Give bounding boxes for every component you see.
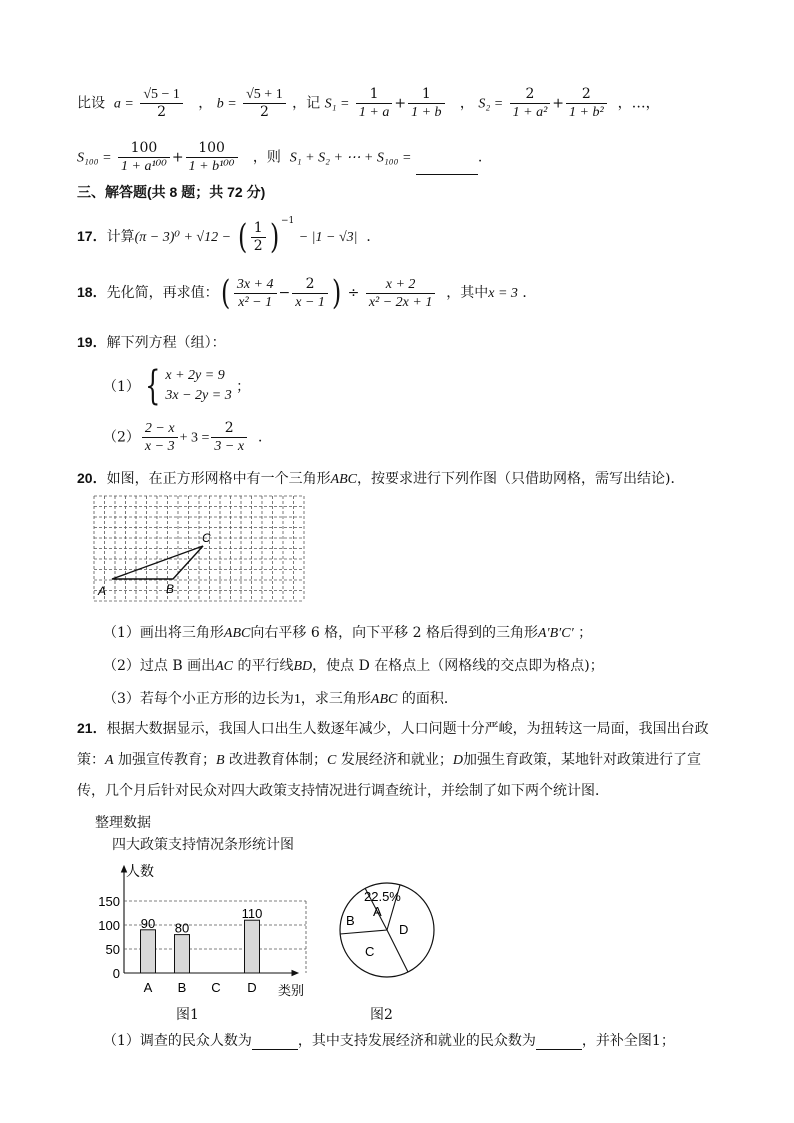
- q19-p1-label: （1）: [103, 379, 140, 395]
- bar-chart-title: 四大政策支持情况条形统计图: [112, 837, 294, 853]
- s100-term2: $\frac{100}{\text{1 + b¹⁰⁰}}$: [186, 140, 238, 175]
- pie-label-a: A: [373, 904, 382, 919]
- label-c: C: [202, 531, 211, 545]
- s2-term2: $\frac{2}{\text{1 + b²}}$: [566, 86, 607, 121]
- q16-then: ，则: [252, 149, 281, 166]
- q19-plus3: + 3 =: [179, 430, 210, 446]
- q16-prefix: 比设: [77, 95, 105, 112]
- y-tick-label: 0: [112, 966, 120, 981]
- organize-data-label: 整理数据: [95, 815, 151, 831]
- q18: 18．先化简，再求值：( $\frac{3x + 4}{\text{x² − 1}}$ − $\frac{2}{x - 1}$ ) ÷ $\frac{x + 2}{\text{x² − 2x + 1}}$ ，其中x = 3 ．: [77, 273, 537, 313]
- b-def: b =: [216, 96, 237, 112]
- q18-frac1: $\frac{3x + 4}{\text{x² − 1}}$: [234, 276, 277, 311]
- q19-text: 解下列方程（组）：: [106, 335, 226, 351]
- pie-label-c: C: [365, 944, 375, 959]
- bar-B: [175, 935, 190, 973]
- q19-frac2: $\frac{2}{3 - x}$: [211, 420, 247, 455]
- a-def: a =: [113, 96, 134, 112]
- section3-title: 三、解答题(共 8 题；共 72 分): [77, 184, 266, 200]
- q17-text: 计算: [106, 229, 135, 245]
- q20-text: 20．如图，在正方形网格中有一个三角形ABC，按要求进行下列作图（只借助网格，需写出结论)．: [77, 470, 685, 487]
- data-label-B: 80: [174, 920, 190, 936]
- q19-frac1: $\frac{2 - x}{x - 3}$: [142, 420, 178, 455]
- q17: 17．计算(π − 3)⁰ + √12 − ( $\frac{1}{2}$ ) $^{-1}$ − |1 − √3| ．: [77, 216, 381, 257]
- q18-text: 先化简，再求值：: [106, 285, 219, 301]
- q20-sub3: （3）若每个小正方形的边长为1，求三角形ABC 的面积．: [103, 691, 458, 707]
- q18-end: ．: [522, 285, 537, 301]
- q17-expr2: − |1 − √3|: [298, 230, 358, 245]
- bar-chart: [86, 852, 316, 1000]
- equation-system: x + 2y = 9 3x − 2y = 3: [165, 368, 232, 403]
- q19-p2-end: ．: [257, 429, 272, 446]
- x-axis-label: 类别: [278, 983, 305, 998]
- q19-heading: [77, 332, 226, 352]
- answer-blank-c[interactable]: [536, 1035, 582, 1050]
- s100-def: S₁₀₀ =: [77, 150, 112, 166]
- data-label-A: 90: [140, 915, 156, 931]
- q17-number: 17．: [77, 228, 107, 244]
- label-a: A: [98, 584, 107, 598]
- q16-end: .: [477, 149, 483, 166]
- q21-number: 21．: [77, 720, 107, 736]
- pie-slice-border: [340, 930, 387, 934]
- q17-exponent: −1: [280, 216, 295, 226]
- q18-number: 18．: [77, 284, 107, 300]
- bar-A: [141, 930, 156, 973]
- pie-label-d: D: [399, 922, 409, 937]
- q19-p1-end: ；: [236, 379, 251, 395]
- q19-number: 19．: [77, 334, 107, 350]
- grid-figure: [92, 494, 308, 604]
- answer-blank-count[interactable]: [252, 1035, 298, 1050]
- y-tick-label: 50: [105, 942, 120, 957]
- q18-condition: x = 3: [488, 286, 518, 301]
- q16-record: ，记: [292, 95, 321, 112]
- q20-sub2: （2）过点 B 画出AC 的平行线BD，使点 D 在格点上（网格线的交点即为格点)；: [103, 658, 604, 674]
- label-b: B: [166, 582, 175, 596]
- pie-a-percent: 22.5%: [364, 889, 401, 904]
- q21-line2: 策：A 加强宣传教育；B 改进教育体制；C 发展经济和就业；D加强生育政策，某地针对政策进行了宣: [77, 752, 701, 768]
- q20-sub1: （1）画出将三角形ABC向右平移 6 格，向下平移 2 格后得到的三角形A′B′C′ ；: [103, 625, 593, 641]
- q17-expr1: (π − 3)⁰ + √12 −: [134, 230, 232, 245]
- q17-end: ．: [366, 229, 381, 245]
- category-label-C: C: [211, 980, 221, 995]
- q16-line1: 比设 a = $\frac{√5 - 1}{2}$ ， b = $\frac{√5 + 1}{2}$ ，记 S₁ = $\frac{1}{1 + a}$ + $\frac{1}{1 + b}$ ， S₂ = $\frac{2}{\text{1 + a²}}$ + $\frac{2}{\text{1 + b²}}$ ，…，: [77, 86, 660, 120]
- q20-number: 20．: [77, 470, 107, 486]
- s100-term1: $\frac{100}{\text{1 + a¹⁰⁰}}$: [118, 140, 170, 175]
- category-label-D: D: [247, 980, 257, 995]
- q16-sum: S₁ + S₂ + ⋯ + S₁₀₀ =: [289, 150, 412, 166]
- s1-term2: $\frac{1}{1 + b}$: [408, 86, 444, 121]
- category-label-B: B: [177, 980, 187, 995]
- pie-chart: [336, 880, 440, 984]
- q19-part2: [103, 420, 272, 455]
- fig2-caption: 图2: [370, 1007, 393, 1023]
- fig1-caption: 图1: [176, 1007, 199, 1023]
- s2-def: S₂ =: [478, 96, 504, 112]
- category-label-A: A: [143, 980, 153, 995]
- y-tick-label: 150: [98, 894, 120, 909]
- answer-blank[interactable]: [416, 160, 478, 175]
- q18-frac2: $\frac{2}{x - 1}$: [292, 276, 328, 311]
- q17-half: $\frac{1}{2}$: [251, 220, 266, 255]
- s1-def: S₁ =: [324, 96, 350, 112]
- q21-sub1: （1）调查的民众人数为 ，其中支持发展经济和就业的民众数为 ，并补全图1；: [103, 1033, 675, 1049]
- data-label-D: 110: [241, 906, 263, 922]
- q21-line1: 21．根据大数据显示，我国人口出生人数逐年减少，人口问题十分严峻，为扭转这一局面，我国出台政: [77, 720, 709, 737]
- s2-term1: $\frac{2}{\text{1 + a²}}$: [510, 86, 551, 121]
- q19-p2-label: （2）: [103, 429, 140, 446]
- q16-ellipsis: ，…，: [617, 95, 660, 112]
- bar-D: [245, 920, 260, 973]
- s1-term1: $\frac{1}{1 + a}$: [356, 86, 392, 121]
- q19-part1: （1） { x + 2y = 9 3x − 2y = 3 ；: [103, 363, 251, 409]
- q16-line2: S₁₀₀ = $\frac{100}{\text{1 + a¹⁰⁰}}$ + $\frac{100}{\text{1 + b¹⁰⁰}}$ ，则 S₁ + S₂ + ⋯ + S₁₀₀ = .: [77, 140, 483, 174]
- q18-divide: ÷: [347, 285, 360, 301]
- pie-label-b: B: [346, 913, 355, 928]
- a-fraction: $\frac{√5 - 1}{2}$: [140, 86, 183, 121]
- y-axis-label: 人数: [126, 863, 154, 879]
- q21-line3: 传，几个月后针对民众对四大政策支持情况进行调查统计，并绘制了如下两个统计图．: [77, 783, 609, 799]
- b-fraction: $\frac{√5 + 1}{2}$: [243, 86, 286, 121]
- q18-frac3: $\frac{x + 2}{\text{x² − 2x + 1}}$: [366, 276, 436, 311]
- y-tick-label: 100: [98, 918, 120, 933]
- q18-where: ，其中: [446, 285, 489, 301]
